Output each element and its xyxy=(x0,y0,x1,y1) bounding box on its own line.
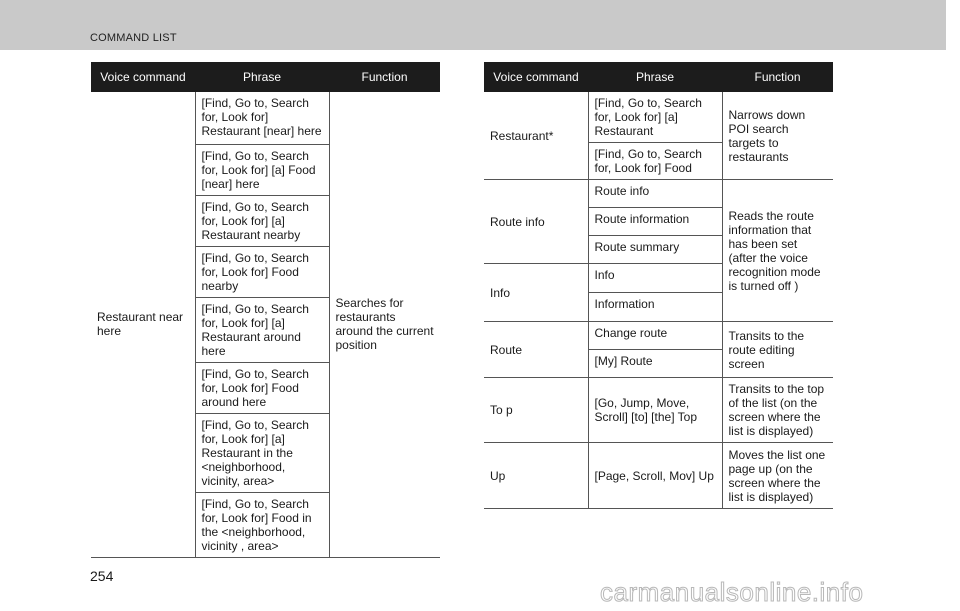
phrase-cell: Change route xyxy=(588,322,722,350)
phrase-cell: [Find, Go to, Search for, Look for] [a] Food [near] here xyxy=(195,144,329,195)
function-cell: Moves the list one page up (on the screen where the list is displayed) xyxy=(722,443,833,509)
phrase-cell: [Find, Go to, Search for, Look for] [a] Restaurant xyxy=(588,92,722,143)
phrase-cell: [Find, Go to, Search for, Look for] Restaurant [near] here xyxy=(195,92,329,144)
phrase-cell: [Find, Go to, Search for, Look for] [a] Restaurant around here xyxy=(195,297,329,362)
voice-command-cell: To p xyxy=(484,378,588,443)
voice-command-cell: Up xyxy=(484,443,588,509)
table-header-row xyxy=(484,62,833,92)
phrase-cell: [Find, Go to, Search for, Look for] Food in the <neighborhood, vicinity , area> xyxy=(195,492,329,557)
section-title: COMMAND LIST xyxy=(90,32,177,44)
table-row xyxy=(484,443,833,509)
table-row xyxy=(484,322,833,350)
function-cell: Searches for restaurants around the current position xyxy=(329,92,440,557)
table-row xyxy=(484,180,833,208)
column-header-function: Function xyxy=(722,62,833,92)
phrase-cell: Info xyxy=(588,264,722,293)
phrase-cell: [My] Route xyxy=(588,350,722,378)
table-row xyxy=(484,378,833,443)
voice-command-cell: Restaurant* xyxy=(484,92,588,180)
voice-command-cell: Info xyxy=(484,264,588,322)
page-header-bar xyxy=(0,0,946,50)
phrase-cell: [Page, Scroll, Mov] Up xyxy=(588,443,722,509)
phrase-cell: Information xyxy=(588,293,722,322)
function-cell: Narrows down POI search targets to restaurants xyxy=(722,92,833,180)
voice-command-cell: Route info xyxy=(484,180,588,264)
phrase-cell: Route summary xyxy=(588,236,722,264)
phrase-cell: Route information xyxy=(588,208,722,236)
column-header-voice-command: Voice command xyxy=(484,62,588,92)
watermark-text: carmanualsonline.info xyxy=(600,577,864,607)
phrase-cell: [Find, Go to, Search for, Look for] Food xyxy=(588,143,722,180)
watermark xyxy=(600,577,863,608)
phrase-cell: [Find, Go to, Search for, Look for] Food nearby xyxy=(195,246,329,297)
command-table-right xyxy=(484,62,833,509)
function-cell: Transits to the route editing screen xyxy=(722,322,833,378)
column-header-voice-command: Voice command xyxy=(91,62,195,92)
phrase-cell: [Go, Jump, Move, Scroll] [to] [the] Top xyxy=(588,378,722,443)
column-header-phrase: Phrase xyxy=(195,62,329,92)
function-cell: Reads the route information that has been set (after the voice recognition mode is turned off ) xyxy=(722,180,833,322)
function-cell: Transits to the top of the list (on the screen where the list is displayed) xyxy=(722,378,833,443)
voice-command-cell: Route xyxy=(484,322,588,378)
phrase-cell: [Find, Go to, Search for, Look for] [a] Restaurant nearby xyxy=(195,195,329,246)
phrase-cell: Route info xyxy=(588,180,722,208)
phrase-cell: [Find, Go to, Search for, Look for] Food around here xyxy=(195,362,329,413)
voice-command-cell: Restaurant near here xyxy=(91,92,195,557)
column-header-function: Function xyxy=(329,62,440,92)
column-header-phrase: Phrase xyxy=(588,62,722,92)
command-table-left xyxy=(91,62,440,558)
phrase-cell: [Find, Go to, Search for, Look for] [a] Restaurant in the <neighborhood, vicinity, area> xyxy=(195,413,329,492)
table-header-row xyxy=(91,62,440,92)
table-row xyxy=(91,92,440,144)
table-row xyxy=(484,92,833,143)
page-number: 254 xyxy=(90,568,114,584)
